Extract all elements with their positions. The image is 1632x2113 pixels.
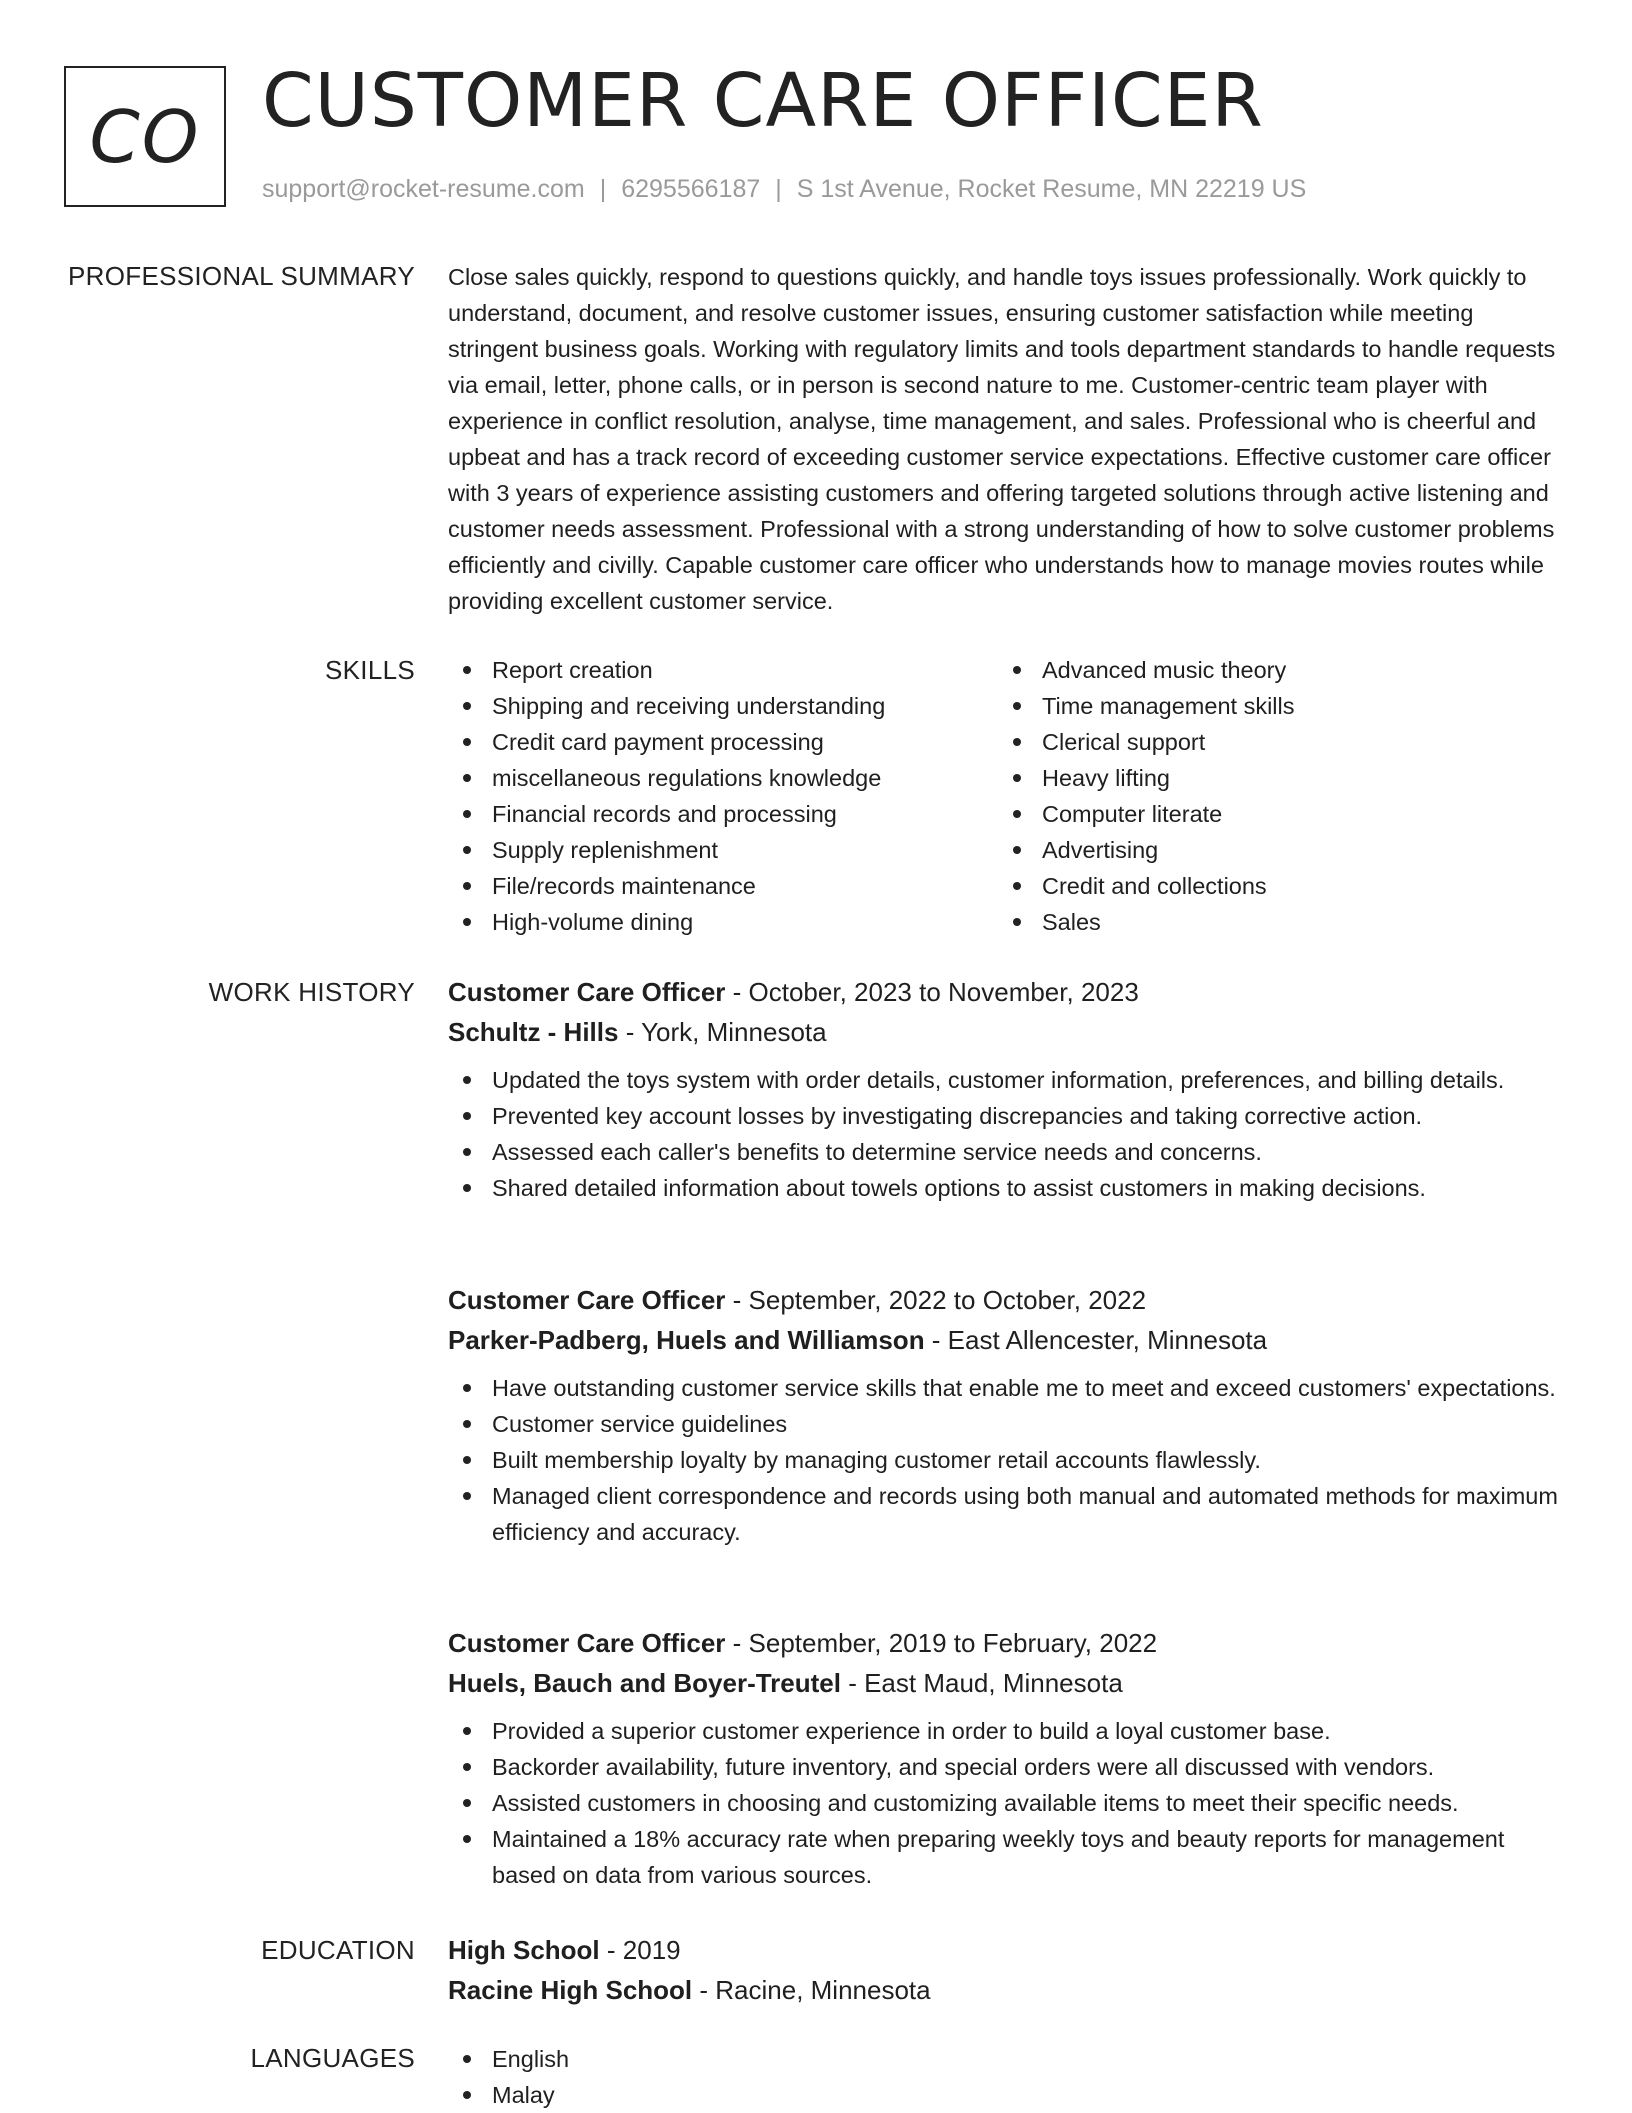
skill-item: Report creation <box>448 652 998 688</box>
skills-list-left <box>448 652 998 940</box>
job-bullet: Updated the toys system with order details, customer information, preferences, and billing details. <box>448 1062 1568 1098</box>
job-title-line <box>448 1280 1568 1320</box>
job-dates: - September, 2022 to October, 2022 <box>725 1285 1147 1315</box>
skill-item: Credit card payment processing <box>448 724 998 760</box>
job-bullet: Maintained a 18% accuracy rate when preparing weekly toys and beauty reports for management based on data from various sources. <box>448 1821 1568 1893</box>
job-bullet: Provided a superior customer experience in order to build a loyal customer base. <box>448 1713 1568 1749</box>
skill-item: Computer literate <box>998 796 1548 832</box>
education-school: Racine High School <box>448 1975 693 2005</box>
job-bullet: Shared detailed information about towels options to assist customers in making decisions. <box>448 1170 1568 1206</box>
job-location: - East Allencester, Minnesota <box>924 1325 1268 1355</box>
languages-list <box>448 2041 1568 2113</box>
skills-content <box>448 652 1568 940</box>
job-bullet: Assisted customers in choosing and customizing available items to meet their specific needs. <box>448 1785 1568 1821</box>
job-bullets <box>448 1713 1568 1893</box>
resume-title: CUSTOMER CARE OFFICER <box>262 58 1264 144</box>
education-school-line <box>448 1970 1568 2010</box>
skill-item: Sales <box>998 904 1548 940</box>
skill-item: Financial records and processing <box>448 796 998 832</box>
contact-separator: | <box>775 175 782 203</box>
skills-list-right <box>998 652 1548 940</box>
skill-item: Advanced music theory <box>998 652 1548 688</box>
summary-content <box>448 259 1568 619</box>
job-company: Huels, Bauch and Boyer-Treutel <box>448 1668 841 1698</box>
job-bullets <box>448 1062 1568 1206</box>
section-label-work-history: WORK HISTORY <box>208 977 415 1007</box>
job-bullet: Backorder availability, future inventory, and special orders were all discussed with vendors. <box>448 1749 1568 1785</box>
skill-item: Credit and collections <box>998 868 1548 904</box>
job-entry <box>448 972 1568 1206</box>
job-company: Schultz - Hills <box>448 1017 619 1047</box>
monogram-box <box>64 66 226 207</box>
skill-item: miscellaneous regulations knowledge <box>448 760 998 796</box>
job-bullet: Built membership loyalty by managing customer retail accounts flawlessly. <box>448 1442 1568 1478</box>
job-bullets <box>448 1370 1568 1550</box>
skill-item: Heavy lifting <box>998 760 1548 796</box>
section-label-languages: LANGUAGES <box>250 2043 415 2073</box>
job-location: - East Maud, Minnesota <box>840 1668 1123 1698</box>
contact-address: S 1st Avenue, Rocket Resume, MN 22219 US <box>796 175 1307 203</box>
job-company-line <box>448 1012 1568 1052</box>
skill-item: Shipping and receiving understanding <box>448 688 998 724</box>
job-title-line <box>448 972 1568 1012</box>
contact-phone[interactable]: 6295566187 <box>621 175 761 203</box>
job-company-line <box>448 1663 1568 1703</box>
summary-text: Close sales quickly, respond to questions quickly, and handle toys issues professionally. Work quickly to understand, document, and resolve customer issues, ensuring customer satisfaction while meeting stringent business goals. Working with regulatory limits and tools department standards to handle requests via email, letter, phone calls, or in person is second nature to me. Customer-centric team player with experience in conflict resolution, analyse, time management, and sales. Professional who is cheerful and upbeat and has a track record of exceeding customer service expectations. Effective customer care officer with 3 years of experience assisting customers and offering targeted solutions through active listening and customer needs assessment. Professional with a strong understanding of how to solve customer problems efficiently and civilly. Capable customer care officer who understands how to manage movies routes while providing excellent customer service. <box>448 264 1556 614</box>
job-bullet: Customer service guidelines <box>448 1406 1568 1442</box>
section-label-education: EDUCATION <box>261 1935 415 1965</box>
job-bullet: Prevented key account losses by investigating discrepancies and taking corrective action. <box>448 1098 1568 1134</box>
job-entry <box>448 1623 1568 1893</box>
job-title: Customer Care Officer <box>448 977 726 1007</box>
skill-item: Supply replenishment <box>448 832 998 868</box>
job-entry <box>448 1280 1568 1550</box>
job-title-line <box>448 1623 1568 1663</box>
job-location: - York, Minnesota <box>618 1017 827 1047</box>
education-year: - 2019 <box>599 1935 681 1965</box>
contact-line <box>262 172 1306 206</box>
job-company: Parker-Padberg, Huels and Williamson <box>448 1325 925 1355</box>
skill-item: File/records maintenance <box>448 868 998 904</box>
languages-content <box>448 2041 1568 2113</box>
education-degree: High School <box>448 1935 600 1965</box>
job-title: Customer Care Officer <box>448 1285 726 1315</box>
section-label-summary: PROFESSIONAL SUMMARY <box>68 261 415 291</box>
language-item: English <box>448 2041 1568 2077</box>
skill-item: Time management skills <box>998 688 1548 724</box>
job-dates: - October, 2023 to November, 2023 <box>725 977 1139 1007</box>
job-bullet: Assessed each caller's benefits to determine service needs and concerns. <box>448 1134 1568 1170</box>
section-label-skills: SKILLS <box>325 655 415 685</box>
skill-item: Clerical support <box>998 724 1548 760</box>
contact-email[interactable]: support@rocket-resume.com <box>262 175 585 203</box>
language-item: Malay <box>448 2077 1568 2113</box>
education-content <box>448 1930 1568 2010</box>
education-degree-line <box>448 1930 1568 1970</box>
job-bullet: Have outstanding customer service skills that enable me to meet and exceed customers' expectations. <box>448 1370 1568 1406</box>
job-title: Customer Care Officer <box>448 1628 726 1658</box>
skill-item: High-volume dining <box>448 904 998 940</box>
job-bullet: Managed client correspondence and records using both manual and automated methods for maximum efficiency and accuracy. <box>448 1478 1568 1550</box>
skill-item: Advertising <box>998 832 1548 868</box>
contact-separator: | <box>599 175 607 203</box>
monogram-initials: CO <box>89 94 201 179</box>
job-dates: - September, 2019 to February, 2022 <box>725 1628 1158 1658</box>
job-company-line <box>448 1320 1568 1360</box>
education-location: - Racine, Minnesota <box>692 1975 931 2005</box>
